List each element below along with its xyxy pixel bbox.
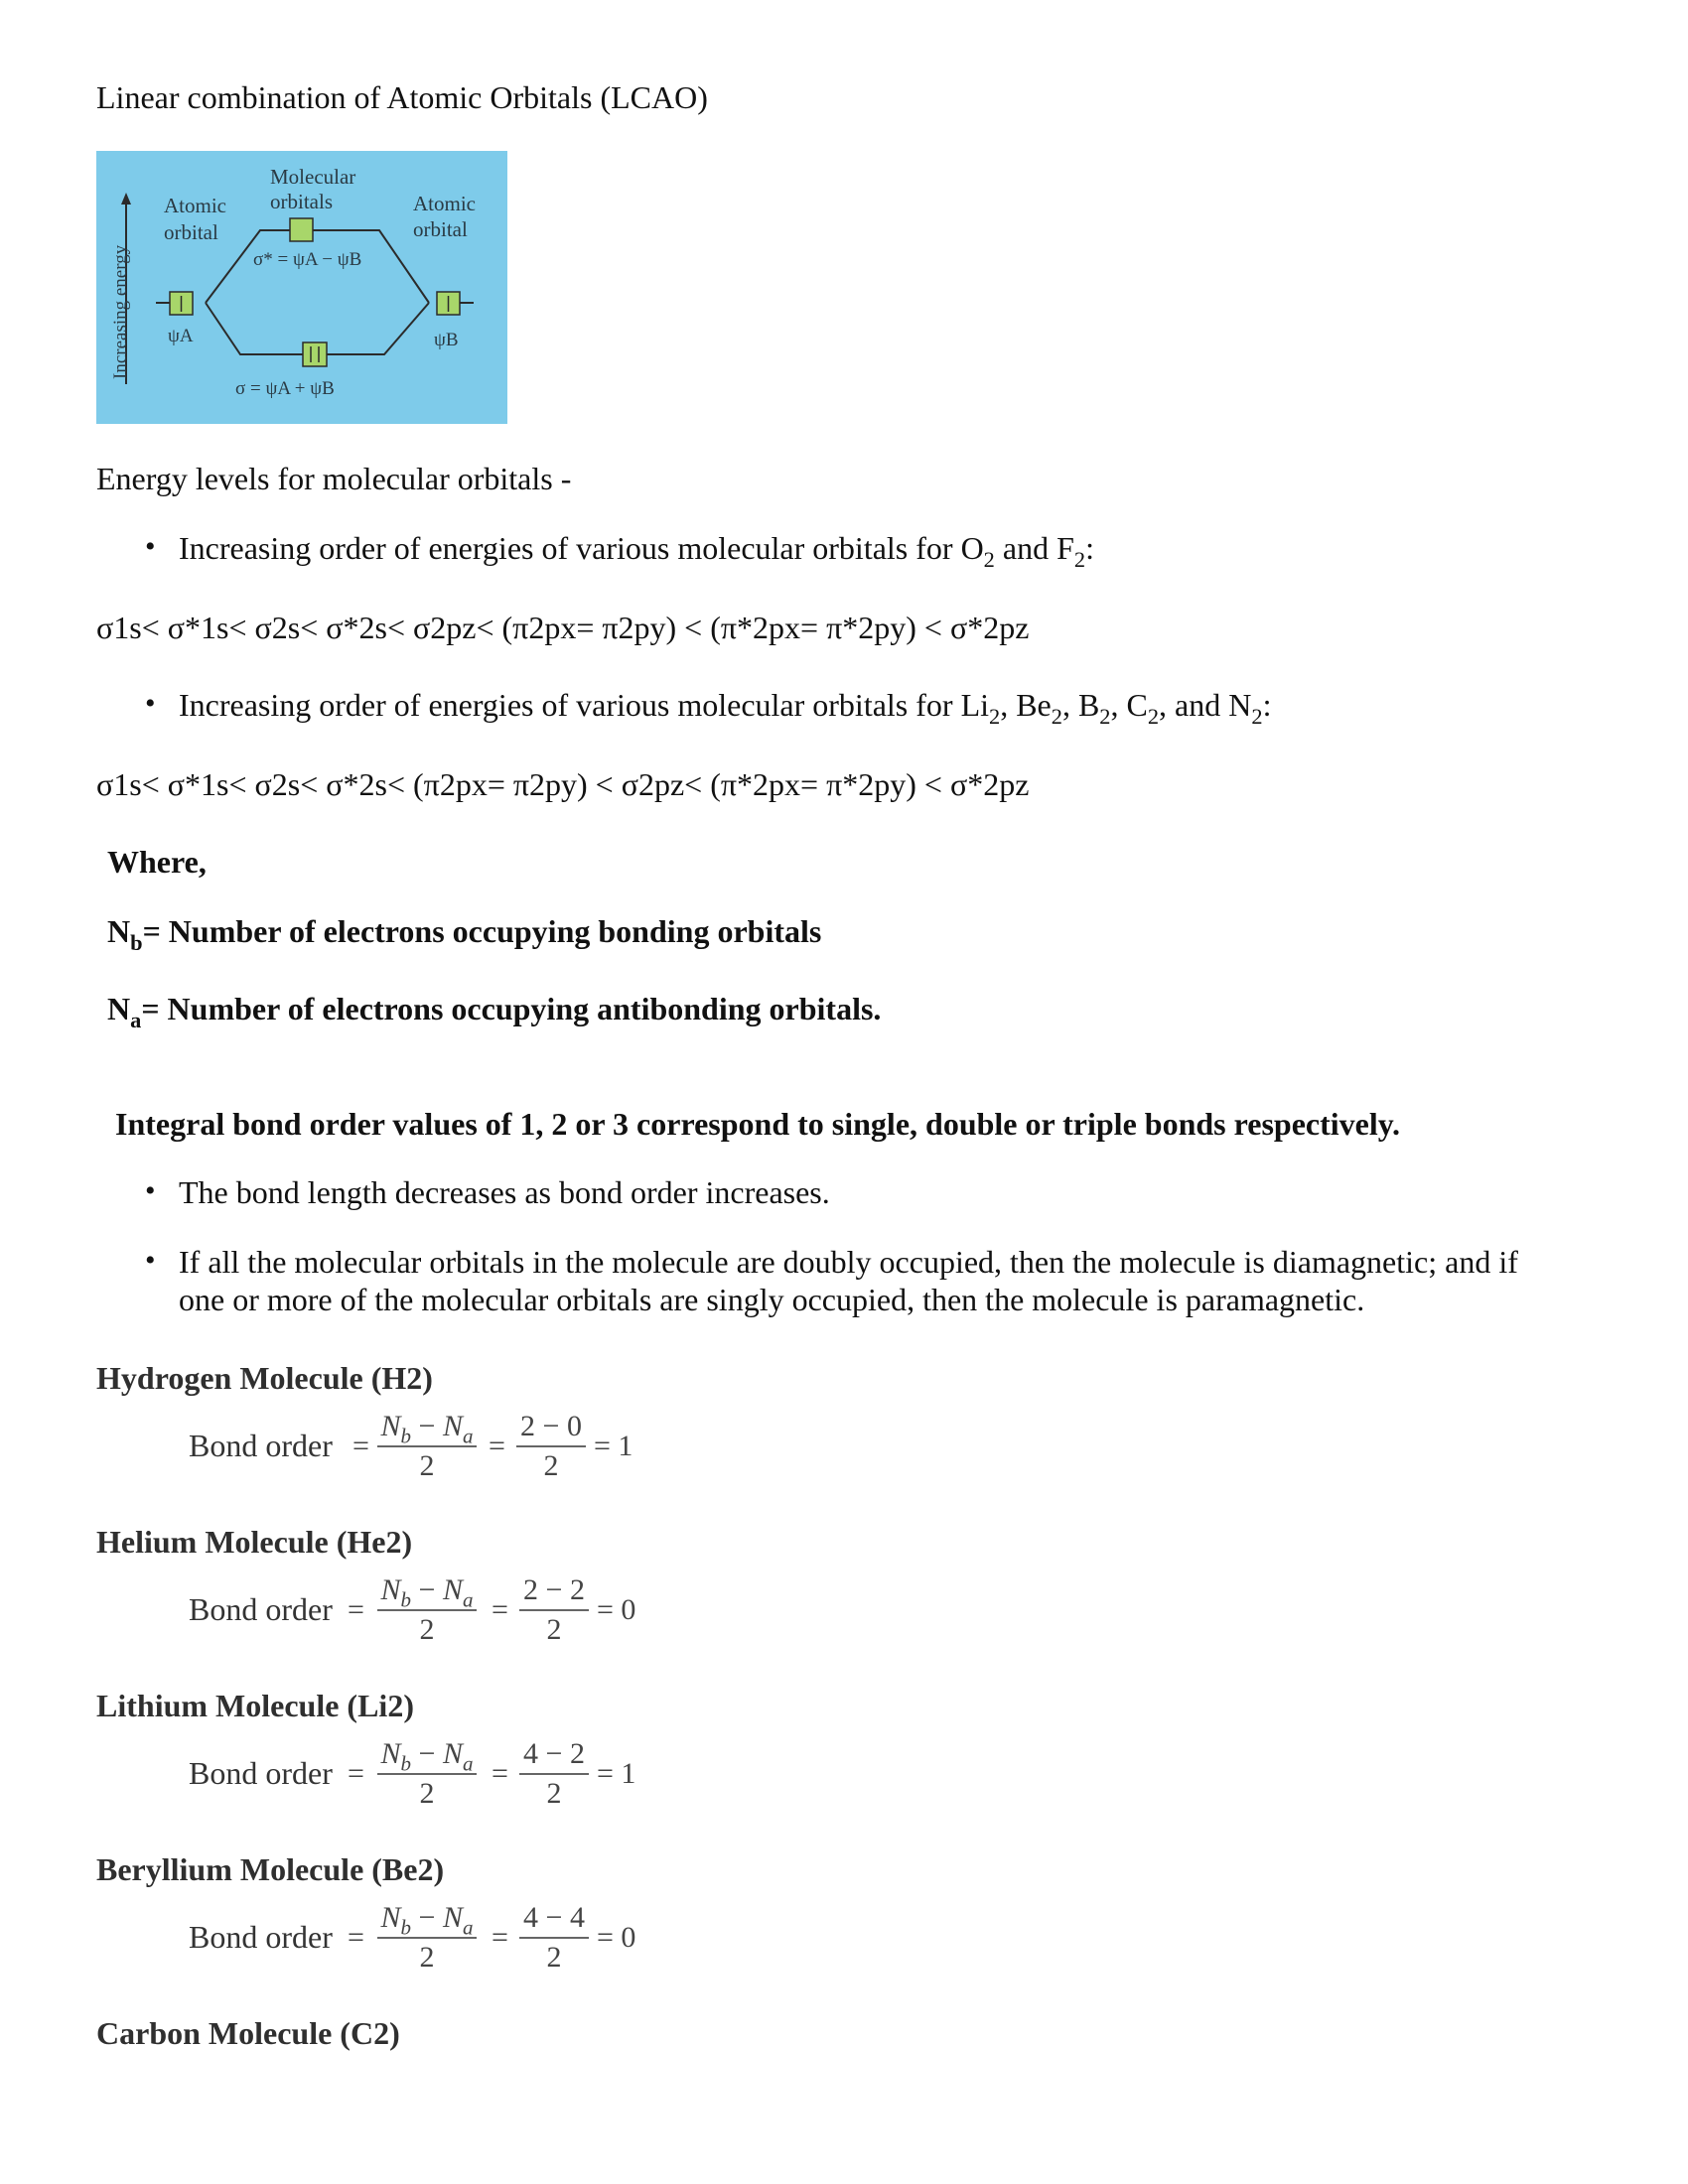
bullet-icon: • xyxy=(145,1174,156,1207)
energy-axis-arrow-icon xyxy=(121,193,131,205)
lcao-diagram-svg xyxy=(96,151,507,424)
integral-bond-order-note: Integral bond order values of 1, 2 or 3 correspond to single, double or triple bonds respectively. xyxy=(115,1106,1400,1142)
equals-sign: = xyxy=(348,1757,364,1790)
bullet-o2-f2: Increasing order of energies of various molecular orbitals for $O_2$ and $F_2$: xyxy=(179,530,1094,572)
antibonding-orbital-box xyxy=(290,218,313,241)
lcao-diagram xyxy=(96,151,507,424)
left-bonding-line xyxy=(206,303,305,354)
nb-definition: $N_b=$ Number of electrons occupying bonding orbitals xyxy=(107,913,822,955)
lithium-heading: Lithium Molecule (Li2) xyxy=(96,1688,414,1723)
bullet-magnetism-line1: If all the molecular orbitals in the molecule are doubly occupied, then the molecule is diamagnetic; and if xyxy=(179,1244,1518,1280)
energy-order-li2-n2: σ1s< σ*1s< σ2s< σ*2s< (π2px= π2py) < σ2pz< (π*2px= π*2py) < σ*2pz xyxy=(96,766,1030,802)
left-orbital-label: ψA xyxy=(168,326,194,346)
energy-levels-heading: Energy levels for molecular orbitals - xyxy=(96,461,572,496)
center-label-line1: Molecular xyxy=(270,165,356,189)
value-fraction: 4 − 2 2 xyxy=(519,1737,589,1811)
general-fraction: $N_b - N_a$ 2 xyxy=(377,1737,477,1811)
na-definition: $N_a=$ Number of electrons occupying antibonding orbitals. xyxy=(107,991,882,1032)
bond-order-result: = 1 xyxy=(594,1430,633,1462)
bond-order-label: Bond order xyxy=(189,1919,333,1955)
value-fraction: 4 − 4 2 xyxy=(519,1901,589,1975)
equals-sign: = xyxy=(492,1593,508,1626)
bond-order-result: = 0 xyxy=(597,1593,636,1626)
general-fraction: $N_b - N_a$ 2 xyxy=(377,1410,477,1483)
equals-sign: = xyxy=(352,1430,369,1462)
hydrogen-heading: Hydrogen Molecule (H2) xyxy=(96,1360,433,1396)
bonding-orbital-box xyxy=(303,342,327,366)
where-label: Where, xyxy=(107,844,207,880)
general-fraction: $N_b - N_a$ 2 xyxy=(377,1573,477,1647)
equals-sign: = xyxy=(348,1593,364,1626)
equals-sign: = xyxy=(489,1430,505,1462)
lithium-bond-order xyxy=(189,1737,665,1827)
right-bonding-line xyxy=(325,303,429,354)
bullet-li2-n2: Increasing order of energies of various molecular orbitals for $Li_2$, $Be_2$, $B_2$, $C_2$, and $N_2$: xyxy=(179,687,1272,729)
bullet-icon: • xyxy=(145,530,156,563)
y-axis-label: Increasing energy xyxy=(110,244,131,379)
bond-order-result: = 1 xyxy=(597,1757,636,1790)
equals-sign: = xyxy=(492,1757,508,1790)
beryllium-heading: Beryllium Molecule (Be2) xyxy=(96,1851,445,1887)
right-label-line2: orbital xyxy=(413,217,468,241)
bond-order-result: = 0 xyxy=(597,1921,636,1954)
energy-order-o2-f2: σ1s< σ*1s< σ2s< σ*2s< σ2pz< (π2px= π2py) < (π*2px= π*2py) < σ*2pz xyxy=(96,610,1030,645)
helium-bond-order xyxy=(189,1573,665,1663)
page-title: Linear combination of Atomic Orbitals (LCAO) xyxy=(96,79,708,115)
antibonding-formula: σ* = ψA − ψB xyxy=(253,249,362,270)
left-label-line1: Atomic xyxy=(164,194,226,217)
helium-heading: Helium Molecule (He2) xyxy=(96,1524,413,1560)
carbon-heading: Carbon Molecule (C2) xyxy=(96,2015,400,2051)
general-fraction: $N_b - N_a$ 2 xyxy=(377,1901,477,1975)
bullet-icon: • xyxy=(145,687,156,720)
beryllium-bond-order xyxy=(189,1901,665,1990)
center-label-line2: orbitals xyxy=(270,190,333,213)
bond-order-label: Bond order xyxy=(189,1591,333,1627)
value-fraction: 2 − 0 2 xyxy=(516,1410,586,1483)
bonding-formula: σ = ψA + ψB xyxy=(235,378,335,399)
bullet-magnetism-line2: one or more of the molecular orbitals are singly occupied, then the molecule is paramagnetic. xyxy=(179,1282,1365,1317)
value-fraction: 2 − 2 2 xyxy=(519,1573,589,1647)
bond-order-label: Bond order xyxy=(189,1428,333,1463)
equals-sign: = xyxy=(348,1921,364,1954)
bond-order-label: Bond order xyxy=(189,1755,333,1791)
left-label-line2: orbital xyxy=(164,220,218,244)
equals-sign: = xyxy=(492,1921,508,1954)
hydrogen-bond-order xyxy=(189,1410,665,1499)
bullet-bond-length: The bond length decreases as bond order increases. xyxy=(179,1174,830,1210)
right-label-line1: Atomic xyxy=(413,192,476,215)
right-orbital-label: ψB xyxy=(434,330,459,350)
bullet-icon: • xyxy=(145,1244,156,1277)
